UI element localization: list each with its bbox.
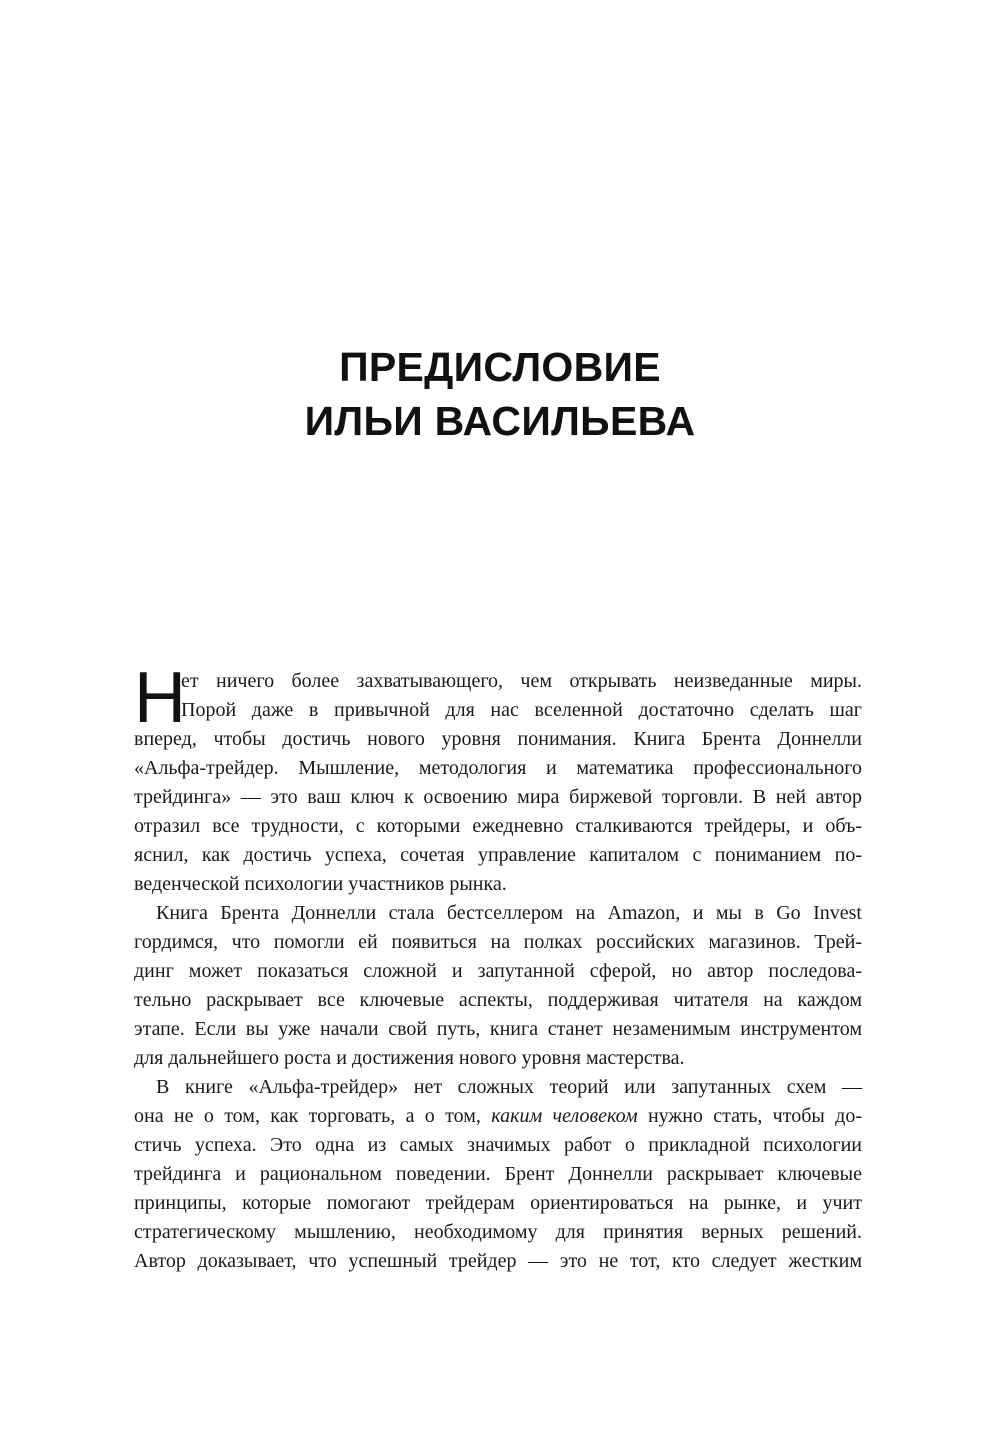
- text-line-with-emphasis: [134, 1102, 862, 1131]
- chapter-title: [0, 340, 1000, 448]
- text-line: отразил все трудности, с которыми ежедневно сталкиваются трейдеры, и объ-: [134, 815, 862, 837]
- text-line: В книге «Альфа-трейдер» нет сложных теорий или запутанных схем —: [156, 1076, 862, 1098]
- text-line: трейдинга и рациональном поведении. Брент Доннелли раскрывает ключевые: [134, 1163, 862, 1185]
- text-line: веденческой психологии участников рынка.: [134, 873, 507, 895]
- paragraph-1: [134, 658, 862, 899]
- text-line: Книга Брента Доннелли стала бестселлером на Amazon, и мы в Go Invest: [156, 902, 862, 924]
- text-line: Порой даже в привычной для нас вселенной достаточно сделать шаг: [181, 699, 862, 721]
- text-line: стратегическому мышлению, необходимому для принятия верных решений.: [134, 1221, 862, 1243]
- text-segment: нужно стать, чтобы до-: [637, 1105, 862, 1127]
- text-line: этапе. Если вы уже начали свой путь, книга станет незаменимым инструментом: [134, 1018, 862, 1040]
- text-line: Автор доказывает, что успешный трейдер — это не тот, кто следует жестким: [134, 1250, 862, 1272]
- text-line: стичь успеха. Это одна из самых значимых работ о прикладной психологии: [134, 1134, 862, 1156]
- text-line: принципы, которые помогают трейдерам ориентироваться на рынке, и учит: [134, 1192, 862, 1214]
- chapter-title-line-2: ИЛЬИ ВАСИЛЬЕВА: [304, 398, 696, 444]
- text-line: вперед, чтобы достичь нового уровня понимания. Книга Брента Доннелли: [134, 728, 862, 750]
- text-line: трейдинга» — это ваш ключ к освоению мира биржевой торговли. В ней автор: [134, 786, 862, 808]
- text-line: для дальнейшего роста и достижения нового уровня мастерства.: [134, 1047, 685, 1069]
- chapter-title-line-1: ПРЕДИСЛОВИЕ: [339, 344, 661, 390]
- paragraph-3: [134, 1073, 862, 1276]
- text-line: гордимся, что помогли ей появиться на полках российских магазинов. Трей-: [134, 931, 862, 953]
- drop-cap: Н: [134, 658, 186, 738]
- text-line: тельно раскрывает все ключевые аспекты, поддерживая читателя на каждом: [134, 989, 862, 1011]
- text-line: динг может показаться сложной и запутанной сферой, но автор последова-: [134, 960, 862, 982]
- emphasized-text: каким человеком: [491, 1105, 638, 1127]
- text-segment: она не о том, как торговать, а о том,: [134, 1105, 492, 1127]
- text-line: яснил, как достичь успеха, сочетая управление капиталом с пониманием по-: [134, 844, 862, 866]
- paragraph-2: [134, 899, 862, 1073]
- text-line: «Альфа-трейдер. Мышление, методология и математика профессионального: [134, 757, 862, 779]
- text-line: ет ничего более захватывающего, чем открывать неизведанные миры.: [181, 670, 862, 692]
- body-text: [134, 658, 862, 1276]
